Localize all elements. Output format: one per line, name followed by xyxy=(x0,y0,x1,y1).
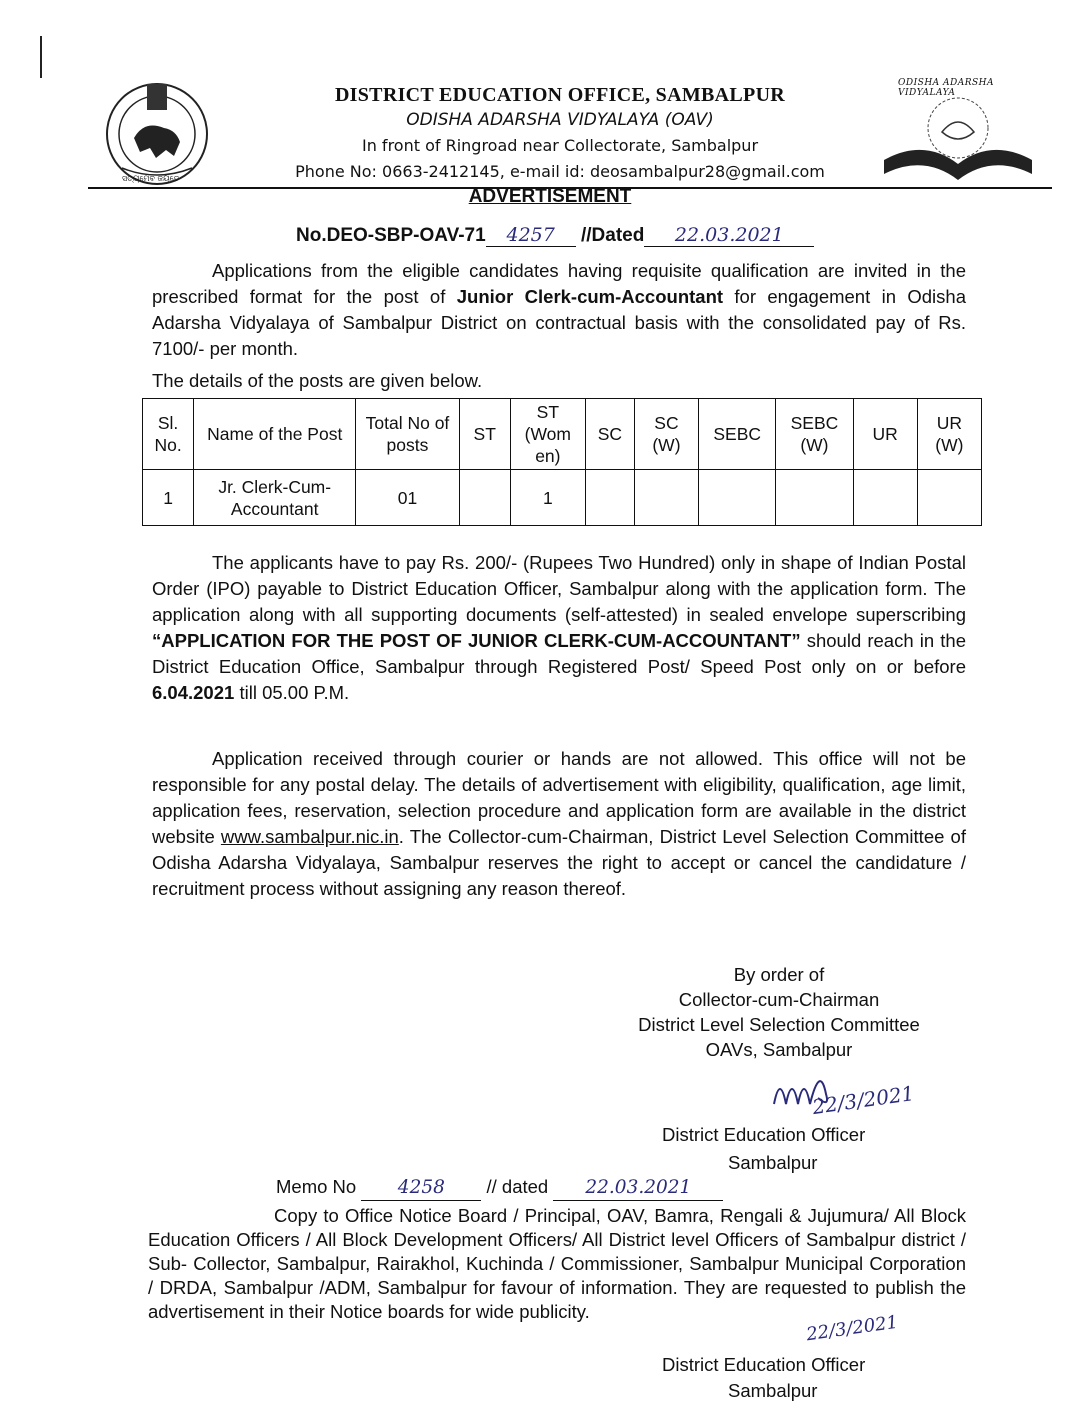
emblem-motto: ସତ୍ୟମେବ ଜୟତେ xyxy=(122,174,180,183)
memo-copy-paragraph: Copy to Office Notice Board / Principal, OAV, Bamra, Rengali & Jujumura/ All Block Education Officers / All Block Development Officers/ All District level Officers of Sambalpur district / Sub- Collector, Sambalpur, Rairakhol, Kuchinda / Commissioner, Sambalpur Municipal Corporation / DRDA, Sambalpur /ADM, Sambalpur for favour of information. They are requested to publish the advertisement in their Notice boards for wide publicity. xyxy=(148,1205,966,1322)
table-cell xyxy=(459,470,510,526)
table-header-row xyxy=(143,399,982,470)
dated-label: //Dated xyxy=(580,225,645,246)
oav-line: OAVs, Sambalpur xyxy=(705,1039,853,1060)
margin-mark xyxy=(40,36,42,78)
table-cell xyxy=(699,470,776,526)
intro-paragraph xyxy=(152,258,966,362)
reference-line xyxy=(296,224,916,247)
office-address: In front of Ringroad near Collectorate, Sambalpur xyxy=(361,136,759,155)
memo-label: Memo No xyxy=(276,1176,357,1197)
last-date: 6.04.2021 xyxy=(152,682,235,703)
table-header-cell: Total No of posts xyxy=(356,399,459,470)
office-contact: Phone No: 0663-2412145, e-mail id: deosambalpur28@gmail.com xyxy=(295,162,825,181)
table-header-cell: Sl. No. xyxy=(143,399,194,470)
office-name: DISTRICT EDUCATION OFFICE, SAMBALPUR xyxy=(334,84,786,106)
memo-signatory-place: Sambalpur xyxy=(728,1380,818,1401)
reference-number: 4257 xyxy=(486,224,576,247)
table-header-cell: SC (W) xyxy=(634,399,698,470)
table-header-cell: SEBC (W) xyxy=(776,399,853,470)
table-cell xyxy=(585,470,634,526)
table-cell xyxy=(776,470,853,526)
posts-table xyxy=(142,398,982,526)
table-header-cell: ST xyxy=(459,399,510,470)
by-order-line: By order of xyxy=(733,964,825,985)
reference-prefix: No.DEO-SBP-OAV-71 xyxy=(296,225,486,246)
table-row xyxy=(143,470,982,526)
table-cell: 01 xyxy=(356,470,459,526)
post-name: Junior Clerk-cum-Accountant xyxy=(456,286,724,307)
intro-text-a: Applications from the eligible candidates having requisite qualification are invited in the prescribed format for the post of xyxy=(152,260,966,307)
memo-line xyxy=(276,1174,723,1201)
details-line: The details of the posts are given below. xyxy=(152,370,483,391)
intro-text-b: for engagement in Odisha Adarsha Vidyalaya of Sambalpur District on contractual basis with the consolidated pay of Rs. 7100/- per month. xyxy=(152,286,966,359)
table-cell: Jr. Clerk-Cum-Accountant xyxy=(194,470,356,526)
memo-date: 22.03.2021 xyxy=(553,1175,723,1201)
payment-text-b: should reach in the District Education Office, Sambalpur through Registered Post/ Speed Post only on or before xyxy=(152,630,966,677)
table-cell xyxy=(634,470,698,526)
district-website-link[interactable]: www.sambalpur.nic.in xyxy=(220,826,399,847)
signature-scribble xyxy=(770,1064,850,1119)
payment-paragraph xyxy=(152,550,966,706)
table-header-cell: UR xyxy=(853,399,917,470)
terms-paragraph xyxy=(152,746,966,902)
table-cell xyxy=(917,470,981,526)
payment-text-a: The applicants have to pay Rs. 200/- (Rupees Two Hundred) only in shape of Indian Postal Order (IPO) payable to District Education Officer, Sambalpur along with the application form. The application along with all supporting documents (self-attested) in sealed envelope superscribing xyxy=(152,552,966,625)
table-header-cell: Name of the Post xyxy=(194,399,356,470)
advertisement-heading: ADVERTISEMENT xyxy=(468,186,632,207)
payment-text-c: till 05.00 P.M. xyxy=(234,682,350,703)
oav-logo xyxy=(878,76,1038,184)
memo-dated-label: // dated xyxy=(486,1176,549,1197)
chairman-line: Collector-cum-Chairman xyxy=(678,989,880,1010)
oav-logo-text: ODISHA ADARSHA VIDYALAYA xyxy=(898,78,995,98)
terms-text-b: . The Collector-cum-Chairman, District Level Selection Committee of Odisha Adarsha Vidyalaya, Sambalpur reserves the right to accept or cancel the candidature / recruitment process without assigning any reason thereof. xyxy=(152,826,966,899)
table-header-cell: SEBC xyxy=(699,399,776,470)
memo-signatory-title: District Education Officer xyxy=(662,1354,866,1375)
signatory-title: District Education Officer xyxy=(662,1124,866,1145)
memo-number: 4258 xyxy=(361,1175,481,1201)
memo-signature-date: 22/3/2021 xyxy=(804,1311,900,1346)
table-header-cell: ST (Wom en) xyxy=(510,399,585,470)
table-cell: 1 xyxy=(143,470,194,526)
signature-block xyxy=(606,962,952,1062)
school-name: ODISHA ADARSHA VIDYALAYA (OAV) xyxy=(406,110,714,130)
committee-line: District Level Selection Committee xyxy=(638,1014,920,1035)
table-cell: 1 xyxy=(510,470,585,526)
state-emblem-logo xyxy=(92,78,222,190)
signatory-place: Sambalpur xyxy=(728,1152,818,1173)
table-cell xyxy=(853,470,917,526)
signature-date: 22/3/2021 xyxy=(810,1080,916,1120)
terms-text-a: Application received through courier or hands are not allowed. This office will not be responsible for any postal delay. The details of advertisement with eligibility, qualification, age limit, application fees, reservation, selection procedure and application form are available in the district website xyxy=(152,748,966,847)
envelope-superscription: “APPLICATION FOR THE POST OF JUNIOR CLERK-CUM-ACCOUNTANT” xyxy=(152,630,801,651)
reference-date: 22.03.2021 xyxy=(644,224,814,247)
table-header-cell: SC xyxy=(585,399,634,470)
table-header-cell: UR (W) xyxy=(917,399,981,470)
